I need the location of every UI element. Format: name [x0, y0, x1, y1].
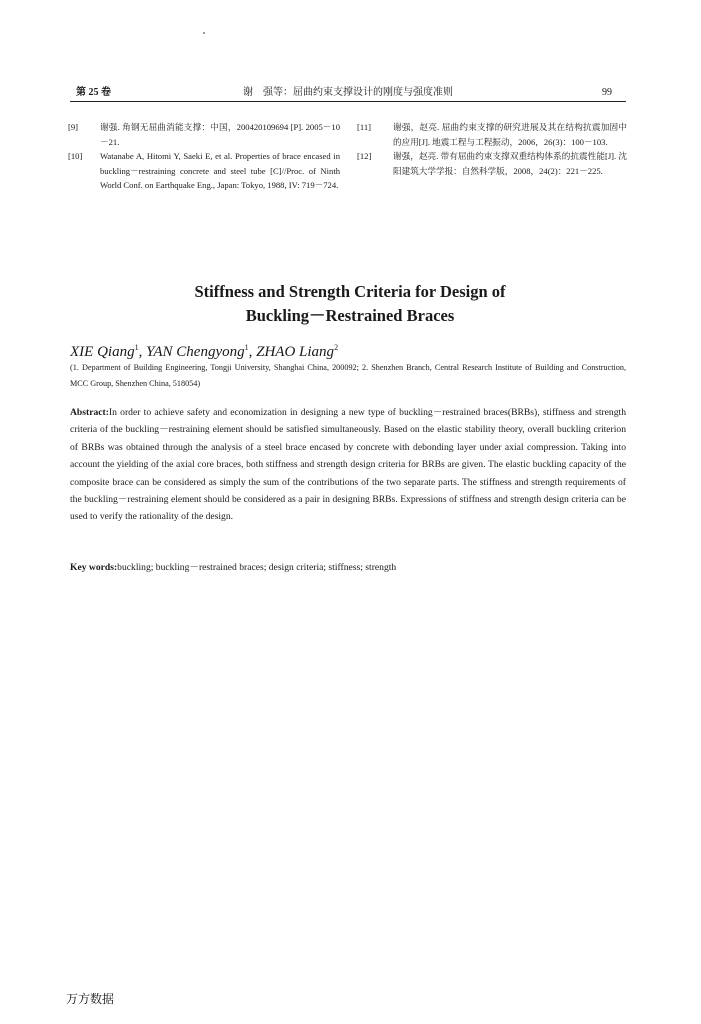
abstract [70, 404, 626, 526]
watermark: 万方数据 [66, 992, 115, 1006]
running-title: 谢 强等：屈曲约束支撑设计的刚度与强度准则 [243, 87, 453, 98]
keywords-text: buckling; buckling－restrained braces; design criteria; stiffness; strength [117, 562, 397, 573]
author-list: XIE Qiang$^1$, YAN Chengyong$^1$, ZHAO Liang$^2$ [70, 343, 339, 360]
affiliation: (1. Department of Building Engineering, Tongji University, Shanghai China, 200092; 2. Shenzhen Branch, Central Research Institute of Building and Construction, MCC Group, Shenzhen China, 518054) [70, 363, 626, 388]
author-affiliation-mark: 2 [334, 343, 339, 352]
page-number: 99 [602, 87, 612, 98]
scan-speck [203, 32, 205, 34]
reference-number: [9] [68, 122, 79, 132]
abstract-text: In order to achieve safety and economization in designing a new type of buckling－restrained braces(BRBs), stiffness and strength criteria of the buckling－restraining element should be satisfied simultaneously. Based on the elastic stability theory, overall buckling criterion of BRBs was obtained through the analysis of a steel brace encased by concrete with debonding layer under axial compression. Taking into account the yielding of the axial core braces, both stiffness and strength design criteria for BRBs are given. The elastic buckling capacity of the composite brace can be considered as simply the sum of the contributions of the two separate parts. The stiffness and strength requirements of the buckling－restraining element should be considered as a pair in designing BRBs. Expressions of stiffness and strength design criteria can be used to verify the rationality of the design. [70, 407, 626, 523]
author-affiliation-mark: 1 [244, 343, 249, 352]
paper-title [60, 280, 640, 328]
references-left-column [68, 120, 340, 193]
references-right-column [357, 120, 627, 178]
reference-number: [10] [68, 151, 83, 162]
author-name: XIE Qiang [70, 344, 135, 360]
reference-number: [11] [357, 122, 371, 132]
keywords [70, 560, 626, 576]
abstract-label: Abstract: [70, 407, 109, 418]
page-header [70, 86, 626, 100]
reference-item [68, 120, 340, 149]
title-line-1: Stiffness and Strength Criteria for Design of [194, 282, 506, 301]
reference-text: Watanabe A, Hitomi Y, Saeki E, et al. Properties of brace encased in buckling－restraining concrete and steel tube [C]//Proc. of Ninth World Conf. on Earthquake Eng., Japan: Tokyo, 1988, IV: 719－724. [100, 151, 340, 191]
reference-item [357, 120, 627, 149]
keywords-label: Key words: [70, 562, 118, 573]
header-rule [70, 101, 626, 102]
author-name: YAN Chengyong [146, 344, 245, 360]
volume-label: 第 25 卷 [76, 87, 111, 98]
reference-text: 谢强，赵亮. 屈曲约束支撑的研究进展及其在结构抗震加固中的应用[J]. 地震工程与工程振动，2006，26(3)：100－103. [393, 122, 627, 147]
author-name: ZHAO Liang [256, 344, 335, 360]
reference-text: 谢强. 角钢无屈曲消能支撑：中国，200420109694 [P]. 2005－10－21. [100, 122, 340, 147]
reference-text: 谢强，赵亮. 带有屈曲约束支撑双重结构体系的抗震性能[J]. 沈阳建筑大学学报：自然科学版，2008，24(2)：221－225. [393, 151, 627, 176]
reference-item [357, 149, 627, 178]
reference-item [68, 149, 340, 193]
reference-number: [12] [357, 151, 372, 162]
author-affiliation-mark: 1 [134, 343, 139, 352]
title-line-2: Buckling－Restrained Braces [245, 306, 455, 325]
